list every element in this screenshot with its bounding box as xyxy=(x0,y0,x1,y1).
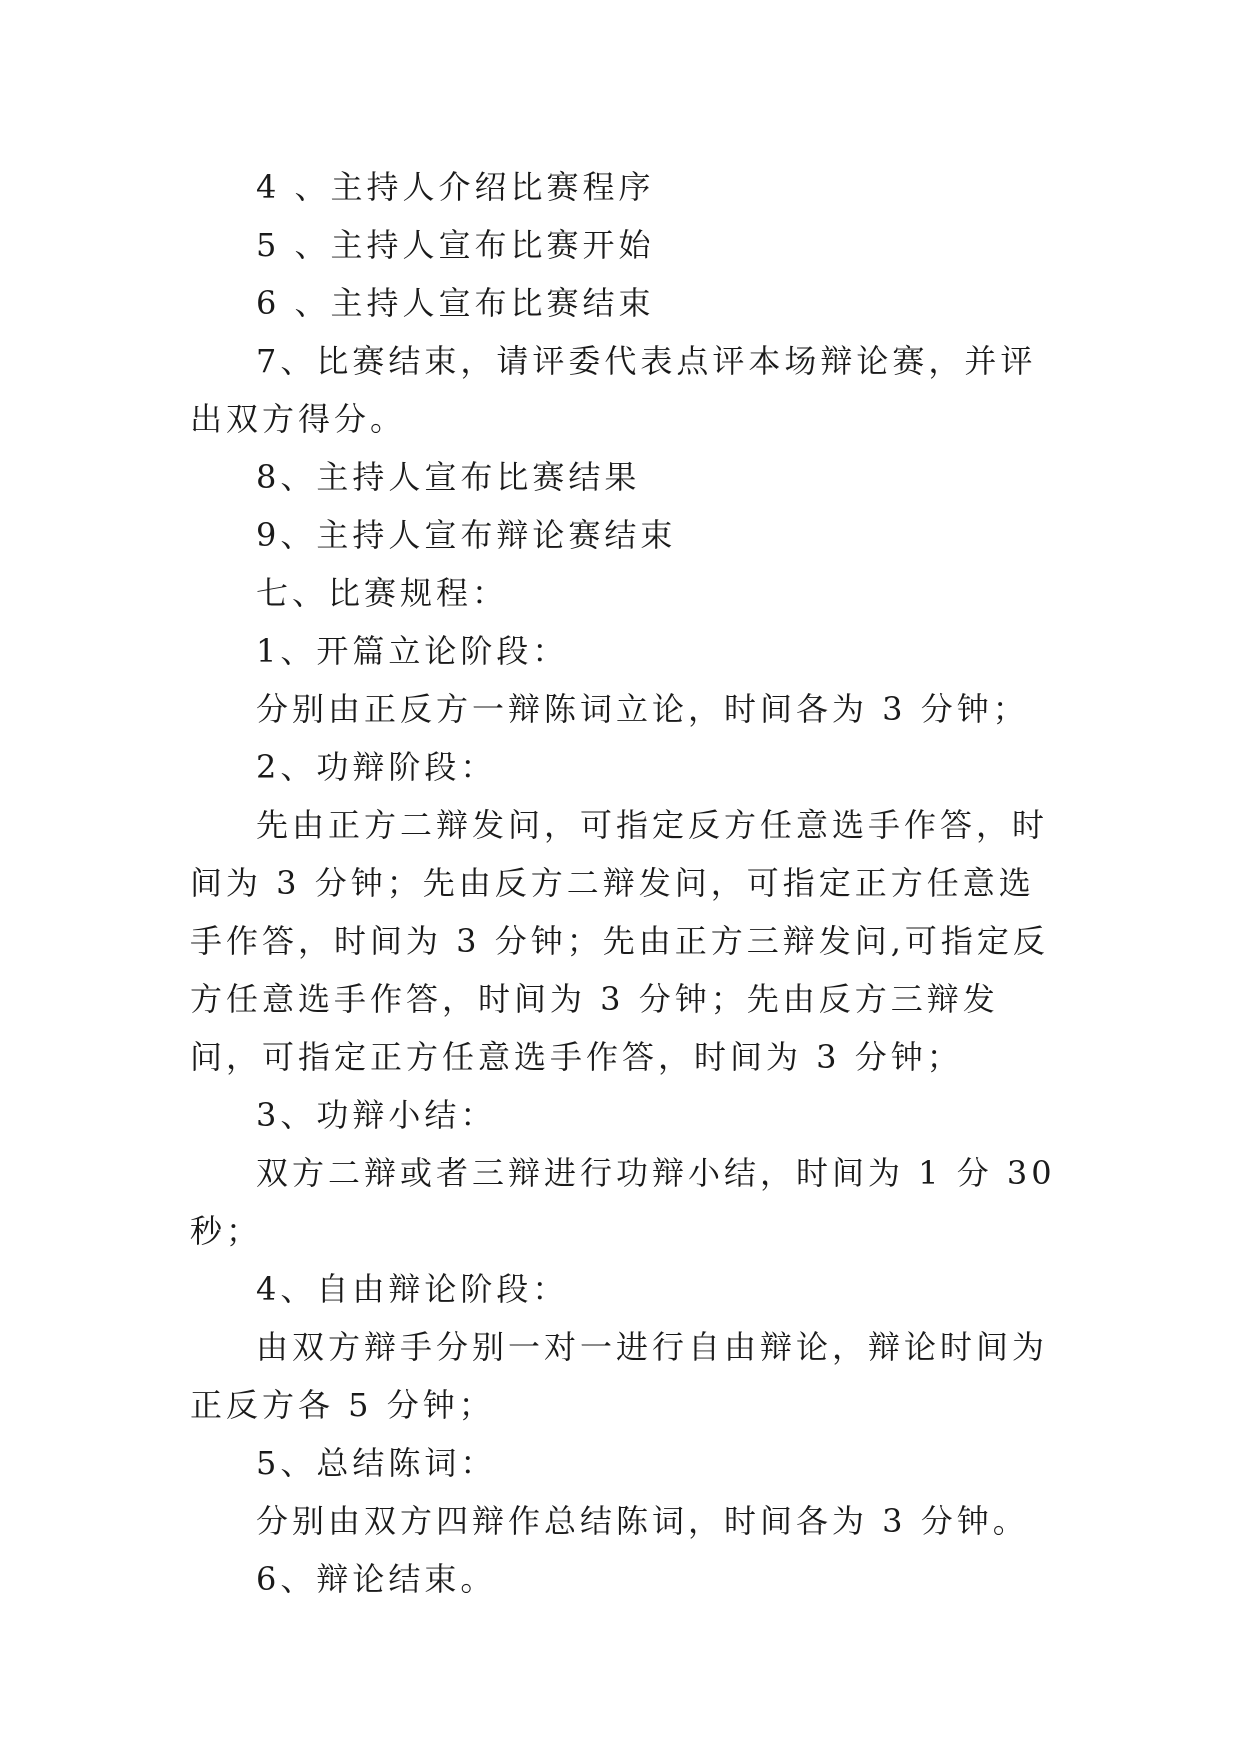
rule-text-opening: 分别由正反方一辩陈词立论，时间各为 3 分钟； xyxy=(256,690,1029,728)
paragraph-host-announces-result: 8、主持人宣布比赛结果 xyxy=(256,458,641,496)
rule-heading-cross-examination: 2、功辩阶段： xyxy=(256,748,497,786)
paragraph-host-announces-start: 5 、主持人宣布比赛开始 xyxy=(256,226,655,264)
rule-text-closing: 分别由双方四辩作总结陈词，时间各为 3 分钟。 xyxy=(256,1502,1029,1540)
rule-heading-cross-summary: 3、功辩小结： xyxy=(256,1096,497,1134)
section-heading-rules: 七、比赛规程： xyxy=(256,574,509,612)
rule-heading-opening: 1、开篇立论阶段： xyxy=(256,632,569,670)
rule-heading-closing: 5、总结陈词： xyxy=(256,1444,497,1482)
rule-text-cross-summary: 双方二辩或者三辩进行功辩小结，时间为 1 分 30 秒； xyxy=(190,1154,1056,1250)
rule-text-free-debate: 由双方辩手分别一对一进行自由辩论，辩论时间为正反方各 5 分钟； xyxy=(190,1328,1049,1424)
paragraph-host-introduces-procedure: 4 、主持人介绍比赛程序 xyxy=(256,168,655,206)
paragraph-judges-review: 7、比赛结束，请评委代表点评本场辩论赛，并评出双方得分。 xyxy=(190,342,1037,438)
rule-heading-debate-end: 6、辩论结束。 xyxy=(256,1560,497,1598)
paragraph-host-announces-debate-end: 9、主持人宣布辩论赛结束 xyxy=(256,516,677,554)
paragraph-host-announces-end: 6 、主持人宣布比赛结束 xyxy=(256,284,655,322)
rule-heading-free-debate: 4、自由辩论阶段： xyxy=(256,1270,569,1308)
document-body xyxy=(190,158,1060,1608)
rule-text-cross-examination: 先由正方二辩发问，可指定反方任意选手作答，时间为 3 分钟；先由反方二辩发问，可指定正方任意选手作答，时间为 3 分钟；先由正方三辩发问,可指定反方任意选手作答，时间为 3 分钟；先由反方三辩发问，可指定正方任意选手作答，时间为 3 分钟； xyxy=(190,806,1049,1076)
